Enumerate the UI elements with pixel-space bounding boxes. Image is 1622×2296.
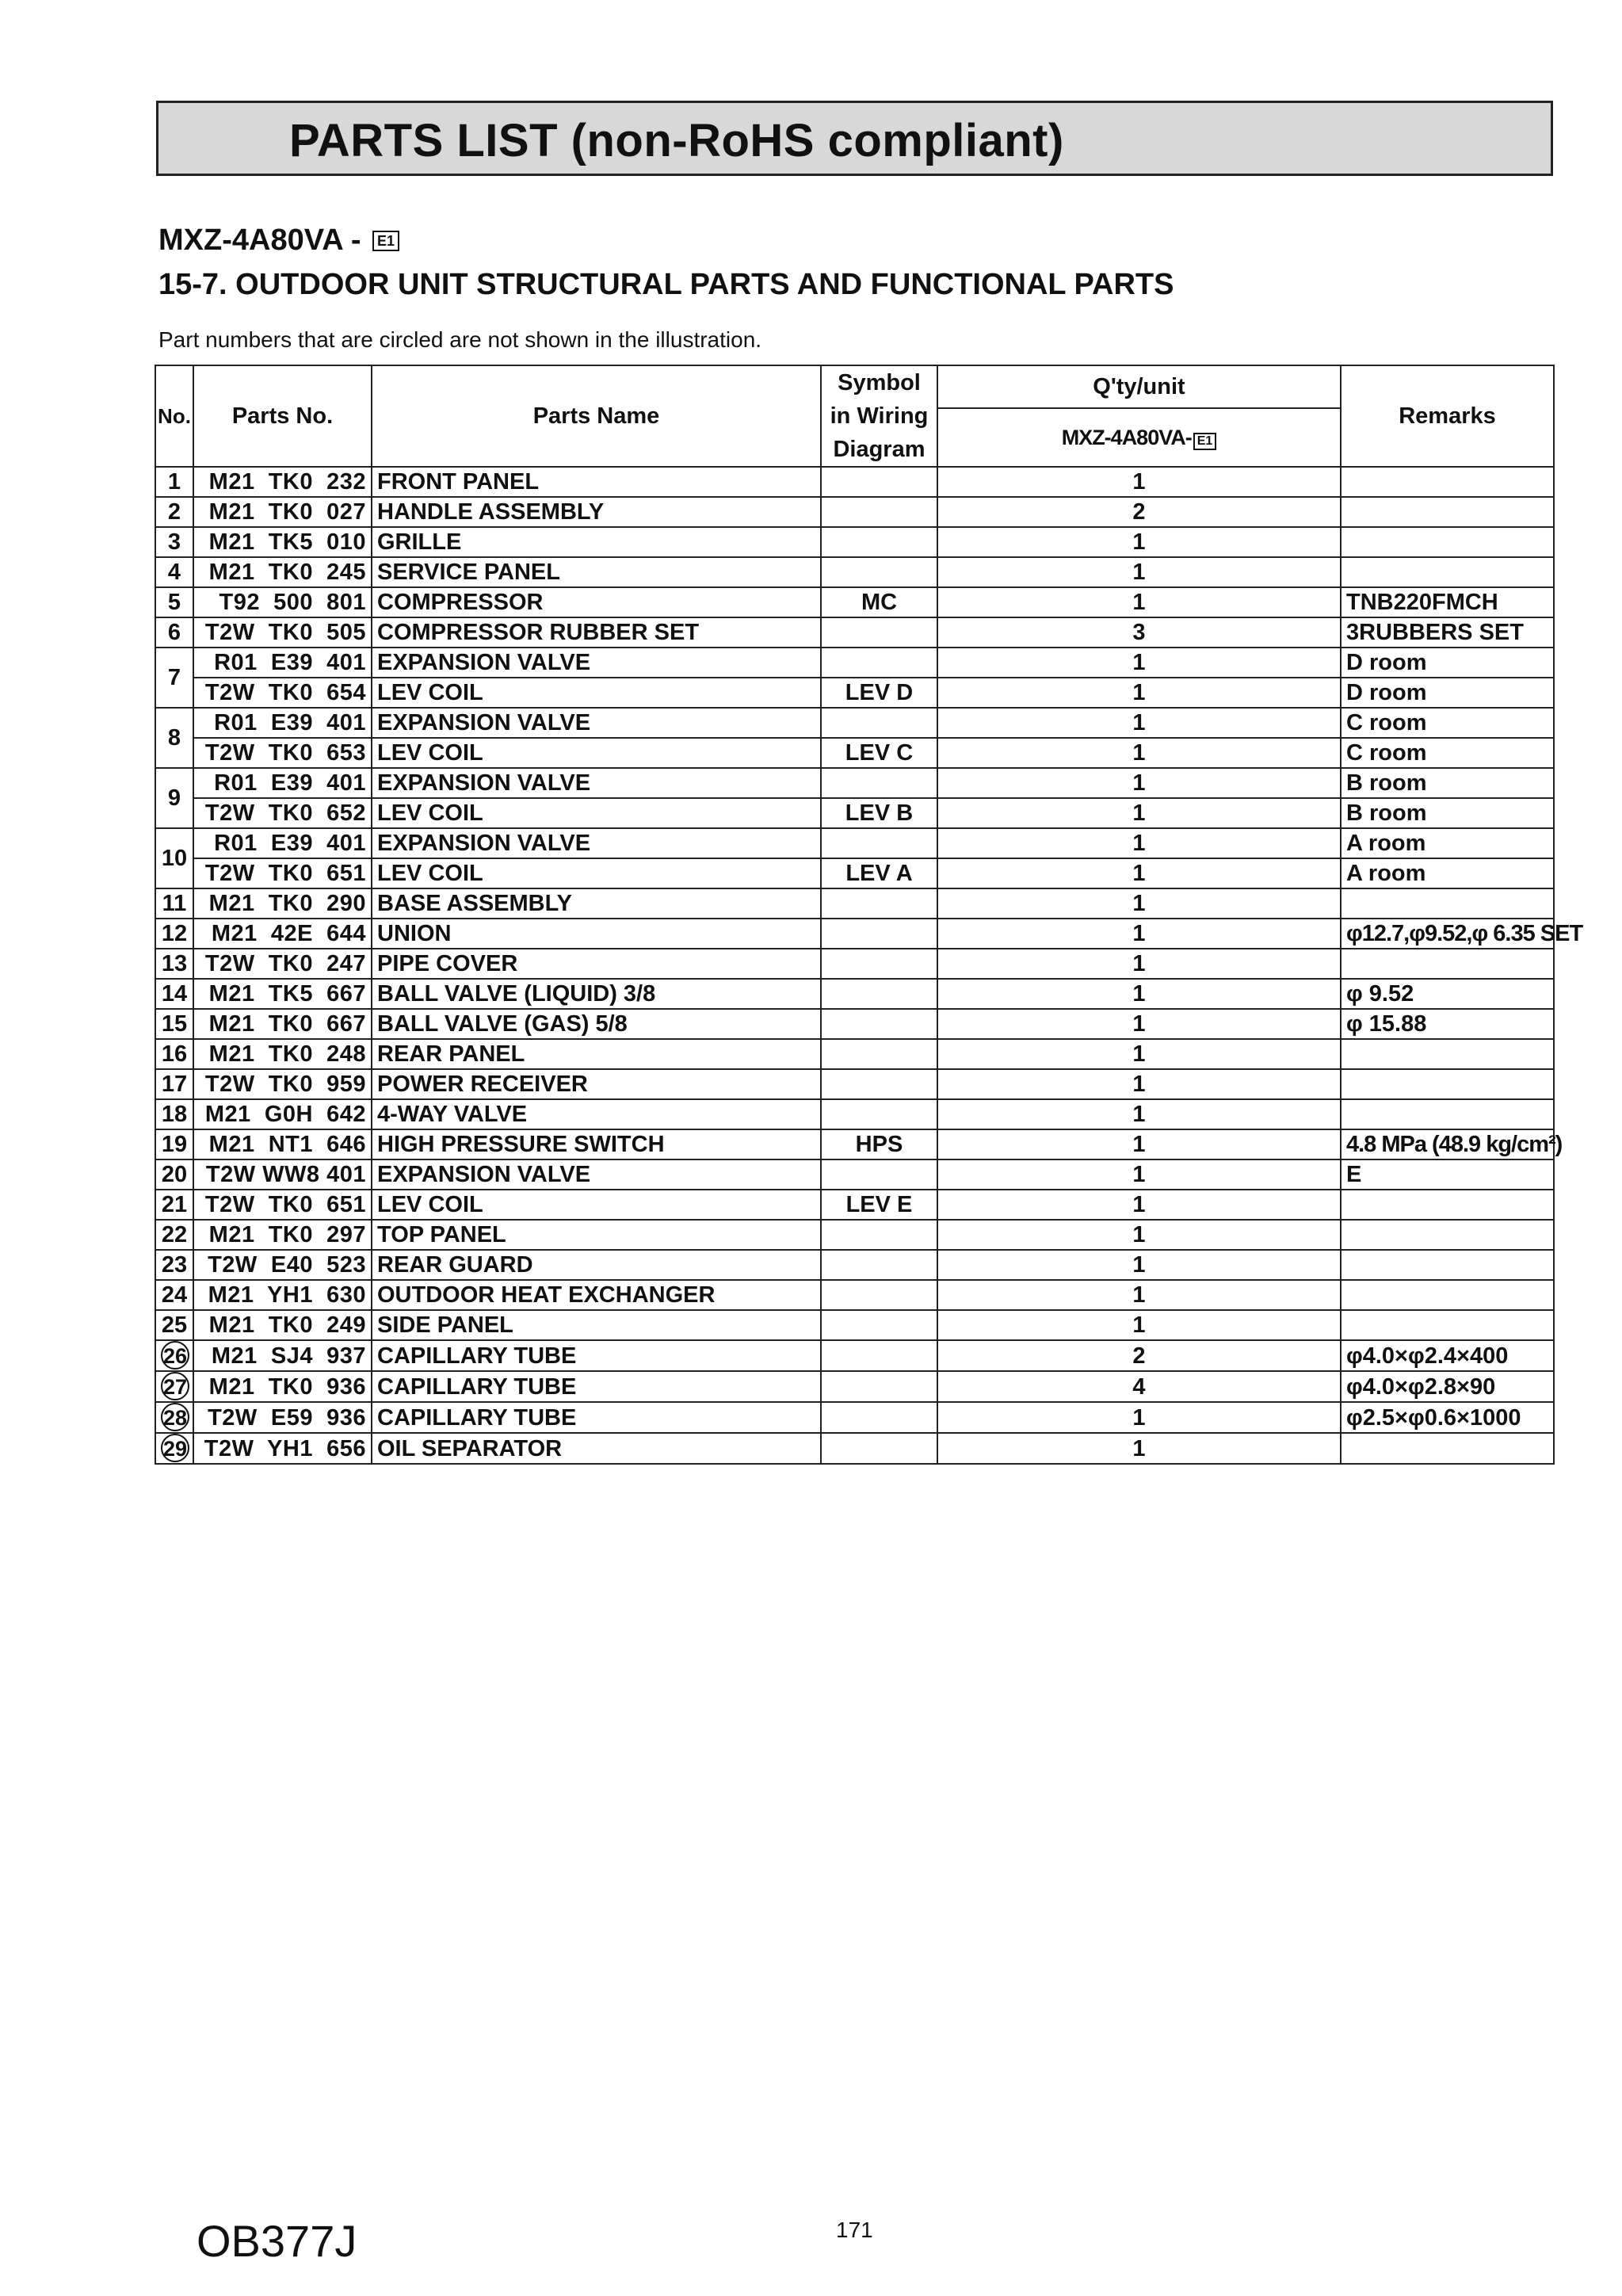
cell-parts-no: T92 500 801 xyxy=(193,587,372,617)
cell-symbol: LEV E xyxy=(821,1190,937,1220)
cell-parts-name: TOP PANEL xyxy=(372,1220,821,1250)
table-row xyxy=(155,1402,1554,1433)
cell-no xyxy=(155,1250,193,1280)
cell-no xyxy=(155,919,193,949)
table-row xyxy=(155,708,1554,738)
cell-qty: 1 xyxy=(937,557,1341,587)
cell-symbol xyxy=(821,1340,937,1371)
cell-no xyxy=(155,648,193,708)
cell-symbol: LEV B xyxy=(821,798,937,828)
row-number: 10 xyxy=(161,846,188,871)
cell-symbol xyxy=(821,888,937,919)
table-row xyxy=(155,587,1554,617)
cell-parts-name: BALL VALVE (GAS) 5/8 xyxy=(372,1009,821,1039)
cell-parts-no: T2W TK0 652 xyxy=(193,798,372,828)
cell-parts-name: LEV COIL xyxy=(372,1190,821,1220)
cell-remarks xyxy=(1341,1250,1554,1280)
cell-parts-no: T2W TK0 654 xyxy=(193,678,372,708)
cell-qty: 1 xyxy=(937,798,1341,828)
row-number: 15 xyxy=(161,1011,188,1037)
table-row xyxy=(155,678,1554,708)
cell-no xyxy=(155,768,193,828)
cell-remarks xyxy=(1341,949,1554,979)
cell-qty: 3 xyxy=(937,617,1341,648)
cell-parts-name: LEV COIL xyxy=(372,858,821,888)
table-row xyxy=(155,1159,1554,1190)
cell-symbol xyxy=(821,527,937,557)
cell-parts-name: LEV COIL xyxy=(372,798,821,828)
row-number: 27 xyxy=(161,1372,189,1400)
cell-parts-name: 4-WAY VALVE xyxy=(372,1099,821,1129)
header-remarks: Remarks xyxy=(1341,365,1554,467)
cell-qty: 2 xyxy=(937,1340,1341,1371)
cell-qty: 1 xyxy=(937,1159,1341,1190)
cell-no xyxy=(155,1129,193,1159)
table-row xyxy=(155,828,1554,858)
cell-parts-no: T2W TK0 651 xyxy=(193,1190,372,1220)
cell-no xyxy=(155,1371,193,1402)
table-row xyxy=(155,1280,1554,1310)
cell-parts-name: HANDLE ASSEMBLY xyxy=(372,497,821,527)
cell-remarks: 4.8 MPa (48.9 kg/cm²) xyxy=(1341,1129,1554,1159)
row-number: 19 xyxy=(161,1132,188,1157)
table-row xyxy=(155,798,1554,828)
cell-qty: 1 xyxy=(937,678,1341,708)
cell-parts-name: CAPILLARY TUBE xyxy=(372,1340,821,1371)
cell-qty: 1 xyxy=(937,1039,1341,1069)
cell-parts-no: M21 42E 644 xyxy=(193,919,372,949)
cell-parts-name: LEV COIL xyxy=(372,678,821,708)
circled-note: Part numbers that are circled are not shown in the illustration. xyxy=(158,327,762,352)
cell-symbol xyxy=(821,1099,937,1129)
cell-symbol xyxy=(821,708,937,738)
cell-no xyxy=(155,1159,193,1190)
cell-no xyxy=(155,1069,193,1099)
cell-parts-name: EXPANSION VALVE xyxy=(372,1159,821,1190)
cell-qty: 1 xyxy=(937,1280,1341,1310)
cell-qty: 1 xyxy=(937,828,1341,858)
row-number: 11 xyxy=(162,891,187,916)
table-row xyxy=(155,738,1554,768)
header-qty: Q'ty/unit xyxy=(937,365,1341,408)
cell-qty: 1 xyxy=(937,1433,1341,1464)
header-symbol xyxy=(821,365,937,467)
cell-no xyxy=(155,1099,193,1129)
cell-remarks: TNB220FMCH xyxy=(1341,587,1554,617)
cell-parts-name: EXPANSION VALVE xyxy=(372,768,821,798)
cell-parts-name: COMPRESSOR xyxy=(372,587,821,617)
cell-remarks: φ12.7,φ9.52,φ 6.35 SET xyxy=(1341,919,1554,949)
cell-parts-no: M21 G0H 642 xyxy=(193,1099,372,1129)
row-number: 3 xyxy=(167,529,181,555)
cell-remarks xyxy=(1341,888,1554,919)
cell-symbol: HPS xyxy=(821,1129,937,1159)
cell-qty: 1 xyxy=(937,858,1341,888)
cell-remarks xyxy=(1341,467,1554,497)
cell-parts-name: REAR GUARD xyxy=(372,1250,821,1280)
table-row xyxy=(155,1310,1554,1340)
cell-remarks: φ 9.52 xyxy=(1341,979,1554,1009)
row-number: 5 xyxy=(167,590,181,615)
cell-parts-no: M21 TK0 667 xyxy=(193,1009,372,1039)
cell-no xyxy=(155,1220,193,1250)
cell-qty: 1 xyxy=(937,1190,1341,1220)
qty-model-name: MXZ-4A80VA- xyxy=(1061,425,1192,449)
cell-qty: 1 xyxy=(937,527,1341,557)
cell-qty: 1 xyxy=(937,1099,1341,1129)
cell-parts-no: M21 TK5 010 xyxy=(193,527,372,557)
page-number: 171 xyxy=(836,2218,873,2242)
cell-remarks xyxy=(1341,497,1554,527)
row-number: 16 xyxy=(161,1041,188,1067)
cell-no xyxy=(155,1280,193,1310)
cell-symbol xyxy=(821,949,937,979)
section-title: 15-7. OUTDOOR UNIT STRUCTURAL PARTS AND FUNCTIONAL PARTS xyxy=(158,268,1174,301)
cell-remarks: 3RUBBERS SET xyxy=(1341,617,1554,648)
cell-remarks: φ 15.88 xyxy=(1341,1009,1554,1039)
cell-qty: 1 xyxy=(937,888,1341,919)
cell-symbol xyxy=(821,1280,937,1310)
cell-qty: 1 xyxy=(937,1069,1341,1099)
cell-parts-no: R01 E39 401 xyxy=(193,828,372,858)
cell-no xyxy=(155,557,193,587)
table-row xyxy=(155,1190,1554,1220)
cell-parts-no: M21 TK0 936 xyxy=(193,1371,372,1402)
cell-parts-no: T2W TK0 959 xyxy=(193,1069,372,1099)
cell-symbol xyxy=(821,1250,937,1280)
table-row xyxy=(155,467,1554,497)
row-number: 26 xyxy=(161,1341,189,1370)
cell-parts-no: T2W WW8 401 xyxy=(193,1159,372,1190)
model-name: MXZ-4A80VA - xyxy=(158,223,361,257)
cell-remarks: C room xyxy=(1341,738,1554,768)
cell-parts-name: CAPILLARY TUBE xyxy=(372,1402,821,1433)
cell-symbol xyxy=(821,467,937,497)
page-title: PARTS LIST (non-RoHS compliant) xyxy=(289,115,1064,166)
table-row xyxy=(155,1220,1554,1250)
cell-no xyxy=(155,1402,193,1433)
cell-remarks: D room xyxy=(1341,648,1554,678)
cell-remarks: B room xyxy=(1341,768,1554,798)
cell-remarks: φ4.0×φ2.8×90 xyxy=(1341,1371,1554,1402)
cell-no xyxy=(155,708,193,768)
cell-remarks: φ2.5×φ0.6×1000 xyxy=(1341,1402,1554,1433)
cell-parts-name: GRILLE xyxy=(372,527,821,557)
cell-parts-no: T2W YH1 656 xyxy=(193,1433,372,1464)
cell-parts-name: OIL SEPARATOR xyxy=(372,1433,821,1464)
cell-parts-no: M21 TK0 027 xyxy=(193,497,372,527)
cell-remarks: φ4.0×φ2.4×400 xyxy=(1341,1340,1554,1371)
cell-no xyxy=(155,1009,193,1039)
cell-remarks: A room xyxy=(1341,858,1554,888)
table-row xyxy=(155,648,1554,678)
cell-remarks: A room xyxy=(1341,828,1554,858)
cell-parts-name: UNION xyxy=(372,919,821,949)
cell-qty: 1 xyxy=(937,467,1341,497)
cell-remarks: E xyxy=(1341,1159,1554,1190)
cell-symbol xyxy=(821,828,937,858)
table-row xyxy=(155,497,1554,527)
header-parts-name: Parts Name xyxy=(372,365,821,467)
row-number: 25 xyxy=(161,1312,188,1338)
cell-parts-no: M21 TK0 245 xyxy=(193,557,372,587)
cell-no xyxy=(155,587,193,617)
header-qty-model xyxy=(937,408,1341,467)
cell-remarks xyxy=(1341,1099,1554,1129)
cell-symbol xyxy=(821,1402,937,1433)
table-row xyxy=(155,1129,1554,1159)
cell-parts-no: T2W E59 936 xyxy=(193,1402,372,1433)
cell-qty: 1 xyxy=(937,1129,1341,1159)
cell-parts-name: BASE ASSEMBLY xyxy=(372,888,821,919)
cell-symbol xyxy=(821,1433,937,1464)
cell-qty: 1 xyxy=(937,1220,1341,1250)
row-number: 24 xyxy=(161,1282,188,1308)
table-row xyxy=(155,1009,1554,1039)
cell-qty: 1 xyxy=(937,979,1341,1009)
cell-remarks xyxy=(1341,527,1554,557)
row-number: 8 xyxy=(167,725,181,751)
cell-parts-no: T2W TK0 247 xyxy=(193,949,372,979)
cell-qty: 1 xyxy=(937,1250,1341,1280)
row-number: 9 xyxy=(167,785,181,811)
cell-parts-name: PIPE COVER xyxy=(372,949,821,979)
cell-remarks xyxy=(1341,1039,1554,1069)
row-number: 7 xyxy=(167,665,181,690)
cell-parts-no: T2W E40 523 xyxy=(193,1250,372,1280)
cell-no xyxy=(155,1039,193,1069)
cell-remarks xyxy=(1341,557,1554,587)
cell-parts-no: M21 TK0 232 xyxy=(193,467,372,497)
title-bar xyxy=(156,101,1553,176)
table-row xyxy=(155,888,1554,919)
cell-parts-no: T2W TK0 505 xyxy=(193,617,372,648)
parts-table xyxy=(155,365,1583,1465)
row-number: 4 xyxy=(167,560,181,585)
cell-parts-name: LEV COIL xyxy=(372,738,821,768)
header-no: No. xyxy=(155,365,193,467)
table-row xyxy=(155,1069,1554,1099)
row-number: 17 xyxy=(161,1072,188,1097)
cell-symbol xyxy=(821,1310,937,1340)
cell-symbol xyxy=(821,1371,937,1402)
cell-no xyxy=(155,1190,193,1220)
cell-symbol xyxy=(821,1159,937,1190)
table-row xyxy=(155,1433,1554,1464)
cell-qty: 1 xyxy=(937,768,1341,798)
cell-qty: 4 xyxy=(937,1371,1341,1402)
cell-symbol xyxy=(821,557,937,587)
cell-no xyxy=(155,828,193,888)
cell-parts-no: M21 TK0 248 xyxy=(193,1039,372,1069)
row-number: 2 xyxy=(167,499,181,525)
table-row xyxy=(155,527,1554,557)
table-row xyxy=(155,1371,1554,1402)
cell-no xyxy=(155,617,193,648)
model-heading xyxy=(158,223,399,258)
row-number: 21 xyxy=(161,1192,188,1217)
cell-no xyxy=(155,888,193,919)
cell-remarks xyxy=(1341,1433,1554,1464)
table-row xyxy=(155,858,1554,888)
row-number: 14 xyxy=(161,981,188,1007)
table-row xyxy=(155,979,1554,1009)
cell-parts-name: EXPANSION VALVE xyxy=(372,708,821,738)
cell-parts-name: REAR PANEL xyxy=(372,1039,821,1069)
qty-model-badge: E1 xyxy=(1193,433,1217,450)
cell-no xyxy=(155,527,193,557)
cell-parts-no: T2W TK0 651 xyxy=(193,858,372,888)
document-code: OB377J xyxy=(197,2216,357,2266)
cell-symbol xyxy=(821,1069,937,1099)
cell-parts-no: R01 E39 401 xyxy=(193,648,372,678)
cell-parts-no: T2W TK0 653 xyxy=(193,738,372,768)
cell-symbol xyxy=(821,768,937,798)
cell-symbol xyxy=(821,648,937,678)
model-badge: E1 xyxy=(372,231,399,251)
table-row xyxy=(155,949,1554,979)
row-number: 13 xyxy=(161,951,188,976)
row-number: 12 xyxy=(161,921,188,946)
cell-symbol: LEV A xyxy=(821,858,937,888)
cell-symbol xyxy=(821,919,937,949)
cell-remarks: C room xyxy=(1341,708,1554,738)
table-row xyxy=(155,617,1554,648)
row-number: 20 xyxy=(161,1162,188,1187)
cell-qty: 1 xyxy=(937,919,1341,949)
cell-remarks xyxy=(1341,1190,1554,1220)
row-number: 28 xyxy=(161,1403,189,1431)
cell-remarks: D room xyxy=(1341,678,1554,708)
header-parts-no: Parts No. xyxy=(193,365,372,467)
cell-parts-name: CAPILLARY TUBE xyxy=(372,1371,821,1402)
cell-no xyxy=(155,1310,193,1340)
row-number: 29 xyxy=(161,1434,189,1462)
cell-no xyxy=(155,497,193,527)
cell-parts-no: M21 NT1 646 xyxy=(193,1129,372,1159)
cell-parts-name: FRONT PANEL xyxy=(372,467,821,497)
cell-parts-no: M21 TK5 667 xyxy=(193,979,372,1009)
table-row xyxy=(155,1039,1554,1069)
cell-parts-no: M21 TK0 249 xyxy=(193,1310,372,1340)
cell-parts-no: M21 TK0 297 xyxy=(193,1220,372,1250)
cell-remarks: B room xyxy=(1341,798,1554,828)
row-number: 6 xyxy=(167,620,181,645)
cell-symbol: MC xyxy=(821,587,937,617)
table-row xyxy=(155,919,1554,949)
cell-parts-name: POWER RECEIVER xyxy=(372,1069,821,1099)
cell-symbol xyxy=(821,1220,937,1250)
cell-qty: 1 xyxy=(937,738,1341,768)
cell-parts-name: BALL VALVE (LIQUID) 3/8 xyxy=(372,979,821,1009)
cell-parts-no: R01 E39 401 xyxy=(193,768,372,798)
cell-no xyxy=(155,949,193,979)
cell-remarks xyxy=(1341,1069,1554,1099)
cell-parts-name: EXPANSION VALVE xyxy=(372,828,821,858)
cell-qty: 1 xyxy=(937,1310,1341,1340)
cell-qty: 1 xyxy=(937,587,1341,617)
table-row xyxy=(155,768,1554,798)
cell-parts-no: M21 SJ4 937 xyxy=(193,1340,372,1371)
cell-symbol xyxy=(821,617,937,648)
header-symbol-text: Symbol in Wiring Diagram xyxy=(830,370,929,462)
table-row xyxy=(155,1250,1554,1280)
cell-parts-no: M21 TK0 290 xyxy=(193,888,372,919)
cell-parts-no: R01 E39 401 xyxy=(193,708,372,738)
table-row xyxy=(155,1099,1554,1129)
cell-no xyxy=(155,1340,193,1371)
cell-remarks xyxy=(1341,1310,1554,1340)
cell-qty: 1 xyxy=(937,708,1341,738)
row-number: 23 xyxy=(161,1252,188,1278)
cell-no xyxy=(155,1433,193,1464)
row-number: 22 xyxy=(161,1222,188,1247)
cell-qty: 1 xyxy=(937,1009,1341,1039)
cell-qty: 1 xyxy=(937,648,1341,678)
cell-symbol xyxy=(821,1009,937,1039)
row-number: 1 xyxy=(167,469,181,495)
cell-symbol: LEV D xyxy=(821,678,937,708)
cell-parts-name: SERVICE PANEL xyxy=(372,557,821,587)
table-row xyxy=(155,1340,1554,1371)
cell-parts-name: COMPRESSOR RUBBER SET xyxy=(372,617,821,648)
cell-remarks xyxy=(1341,1220,1554,1250)
cell-remarks xyxy=(1341,1280,1554,1310)
cell-parts-name: HIGH PRESSURE SWITCH xyxy=(372,1129,821,1159)
cell-no xyxy=(155,467,193,497)
cell-qty: 2 xyxy=(937,497,1341,527)
cell-no xyxy=(155,979,193,1009)
cell-parts-name: EXPANSION VALVE xyxy=(372,648,821,678)
cell-parts-no: M21 YH1 630 xyxy=(193,1280,372,1310)
cell-parts-name: OUTDOOR HEAT EXCHANGER xyxy=(372,1280,821,1310)
table-row xyxy=(155,557,1554,587)
row-number: 18 xyxy=(161,1102,188,1127)
cell-symbol: LEV C xyxy=(821,738,937,768)
cell-qty: 1 xyxy=(937,949,1341,979)
cell-symbol xyxy=(821,497,937,527)
cell-parts-name: SIDE PANEL xyxy=(372,1310,821,1340)
cell-qty: 1 xyxy=(937,1402,1341,1433)
parts-table-body xyxy=(155,467,1583,1464)
cell-symbol xyxy=(821,1039,937,1069)
cell-symbol xyxy=(821,979,937,1009)
